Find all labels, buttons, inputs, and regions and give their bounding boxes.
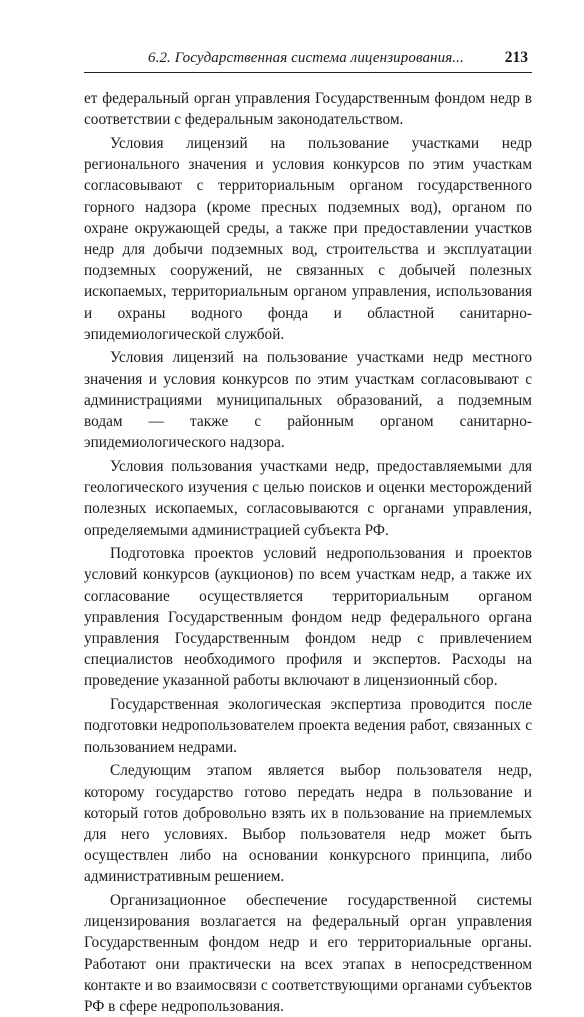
paragraph-preparation-of-conditions: Подготовка проектов условий недропользования и проектов условий конкурсов (аукционов) по всем участкам недр, а также их согласование осуществляется территориальным органом управления Государственным фондом недр федерального органа управления Государственным фондом недр с привлечением специалистов необходимого профиля и экспертов. Расходы на проведение указанной работы включают в лицензионный сбор. (84, 545, 532, 690)
running-title: 6.2. Государственная система лицензирования... (148, 50, 464, 66)
paragraph-user-selection: Следующим этапом является выбор пользователя недр, которому государство готово передать недра в пользование и который готов добровольно взять их в пользование на приемлемых для него условиях. Выбор пользователя недр может быть осуществлен либо на основании конкурсного принципа, либо административным решением. (84, 762, 532, 886)
paragraph-geological-study: Условия пользования участками недр, предоставляемыми для геологического изучения с целью поисков и оценки месторождений полезных ископаемых, согласовываются с органами управления, определяемыми администрацией субъекта РФ. (84, 457, 532, 539)
paragraph-continued: ет федеральный орган управления Государственным фондом недр в соответствии с федеральным законодательством. (84, 90, 532, 129)
paragraph-organizational-support: Организационное обеспечение государственной системы лицензирования возлагается на федеральный орган управления Государственным фондом недр и его территориальные органы. Работают они практически на всех этапах в непосредственном контакте и во взаимосвязи с соответствующими органами субъектов РФ в сфере недропользования. (84, 892, 532, 1016)
body-text (84, 88, 532, 1017)
paragraph-local-licenses: Условия лицензий на пользование участками недр местного значения и условия конкурсов по этим участкам согласовывают с администрациями муниципальных образований, а подземным водам — также с районным органом санитарно-эпидемиологического надзора. (84, 349, 532, 452)
paragraph-regional-licenses: Условия лицензий на пользование участками недр регионального значения и условия конкурсов по этим участкам согласовывают с территориальным органом государственного горного надзора (кроме пресных подземных вод), органом по охране окружающей среды, а также при предоставлении участков недр для добычи подземных вод, строительства и эксплуатации подземных сооружений, не связанных с добычей полезных ископаемых, территориальным органом управления, использования и охраны водного фонда и областной санитарно-эпидемиологической службой. (84, 134, 532, 343)
page-number: 213 (504, 49, 528, 66)
header-rule (84, 72, 532, 73)
paragraph-ecological-expertise: Государственная экологическая экспертиза проводится после подготовки недропользователем проекта ведения работ, связанных с пользованием недрами. (84, 696, 532, 756)
running-head (84, 50, 532, 74)
